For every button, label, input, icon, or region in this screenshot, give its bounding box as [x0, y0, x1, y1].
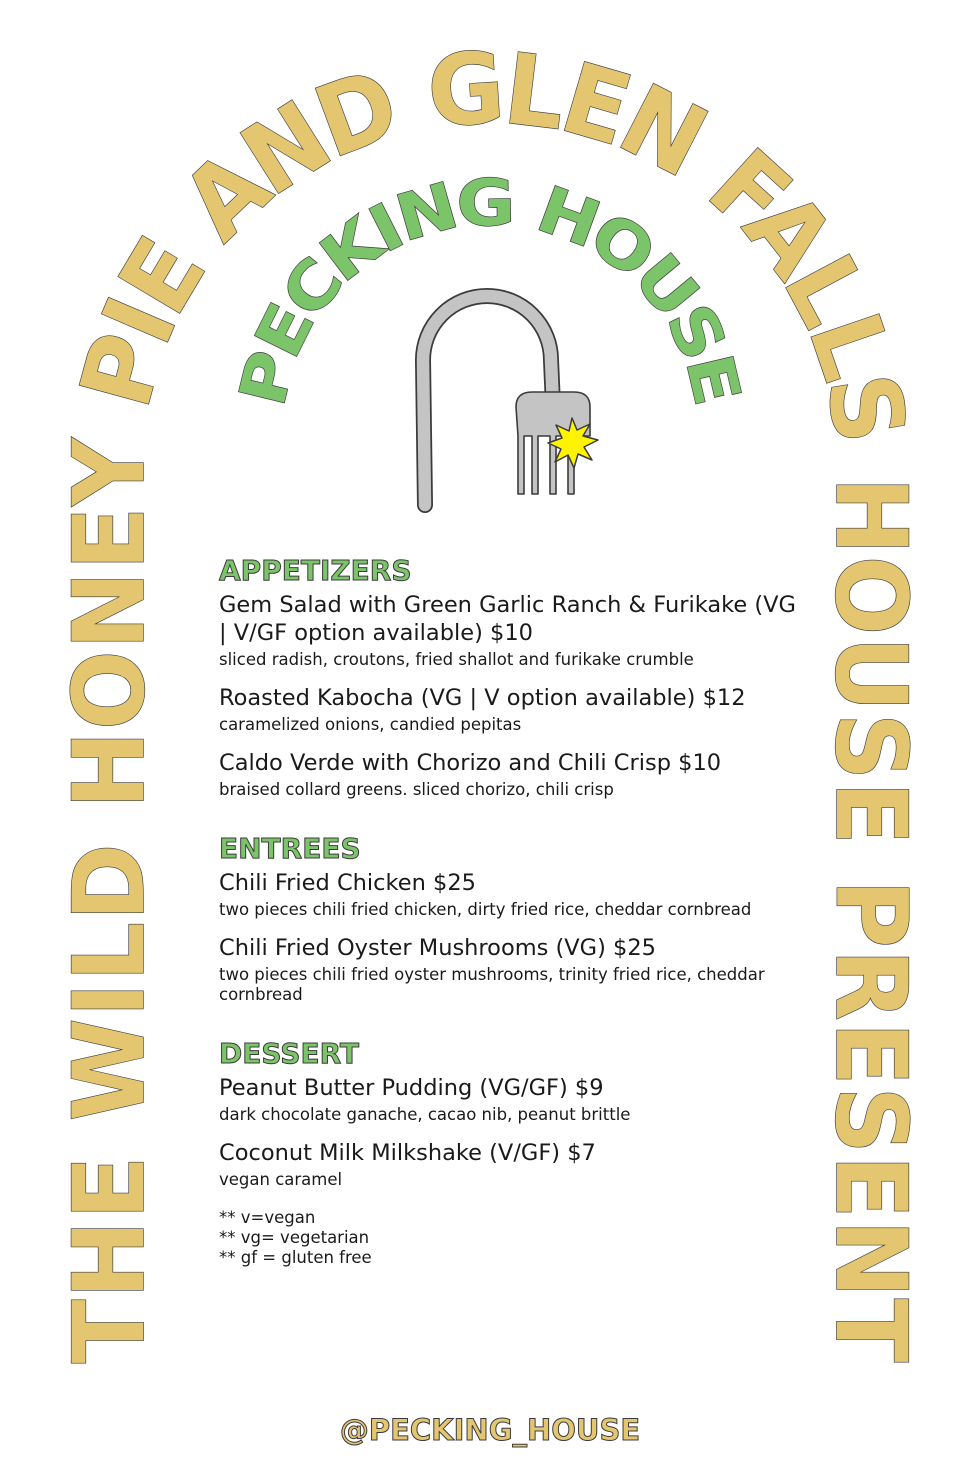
item-desc: two pieces chili fried chicken, dirty fried rice, cheddar cornbread [219, 900, 752, 919]
item-name: Peanut Butter Pudding (VG/GF) $9 [219, 1075, 604, 1101]
menu-item [219, 1139, 799, 1190]
menu-section-entrees [219, 832, 799, 1005]
arch-title: THE WILD HONEY PIE AND GLEN FALLS HOUSE PRESENT [53, 31, 928, 1367]
item-desc: braised collard greens. sliced chorizo, chili crisp [219, 780, 614, 799]
section-title: DESSERT [219, 1037, 359, 1070]
item-name: Coconut Milk Milkshake (V/GF) $7 [219, 1140, 596, 1166]
item-name: Caldo Verde with Chorizo and Chili Crisp $10 [219, 750, 722, 776]
item-desc: dark chocolate ganache, cacao nib, peanut brittle [219, 1105, 631, 1124]
menu [219, 554, 799, 1268]
menu-item [219, 1074, 799, 1125]
menu-item [219, 749, 799, 800]
footnotes [219, 1208, 799, 1268]
fork-icon [423, 296, 590, 505]
item-name: Chili Fried Oyster Mushrooms (VG) $25 [219, 935, 656, 961]
item-desc: two pieces chili fried oyster mushrooms, trinity fried rice, cheddar cornbread [219, 965, 765, 1004]
footnote: ** gf = gluten free [219, 1248, 372, 1267]
menu-item [219, 869, 799, 920]
footnote: ** v=vegan [219, 1208, 316, 1227]
menu-section-dessert [219, 1037, 799, 1190]
menu-item [219, 934, 799, 1005]
item-name: Gem Salad with Green Garlic Ranch & Furikake (VG | V/GF option available) $10 [219, 592, 796, 646]
item-desc: caramelized onions, candied pepitas [219, 715, 522, 734]
social-handle: @PECKING_HOUSE [339, 1413, 641, 1447]
section-title: APPETIZERS [219, 554, 412, 587]
item-desc: vegan caramel [219, 1170, 343, 1189]
footnote: ** vg= vegetarian [219, 1228, 370, 1247]
item-name: Roasted Kabocha (VG | V option available) $12 [219, 685, 746, 711]
menu-item [219, 684, 799, 735]
section-title: ENTREES [219, 832, 361, 865]
item-name: Chili Fried Chicken $25 [219, 870, 476, 896]
restaurant-name: PECKING HOUSE [226, 166, 753, 413]
menu-section-appetizers [219, 554, 799, 800]
item-desc: sliced radish, croutons, fried shallot and furikake crumble [219, 650, 694, 669]
menu-item [219, 591, 799, 670]
